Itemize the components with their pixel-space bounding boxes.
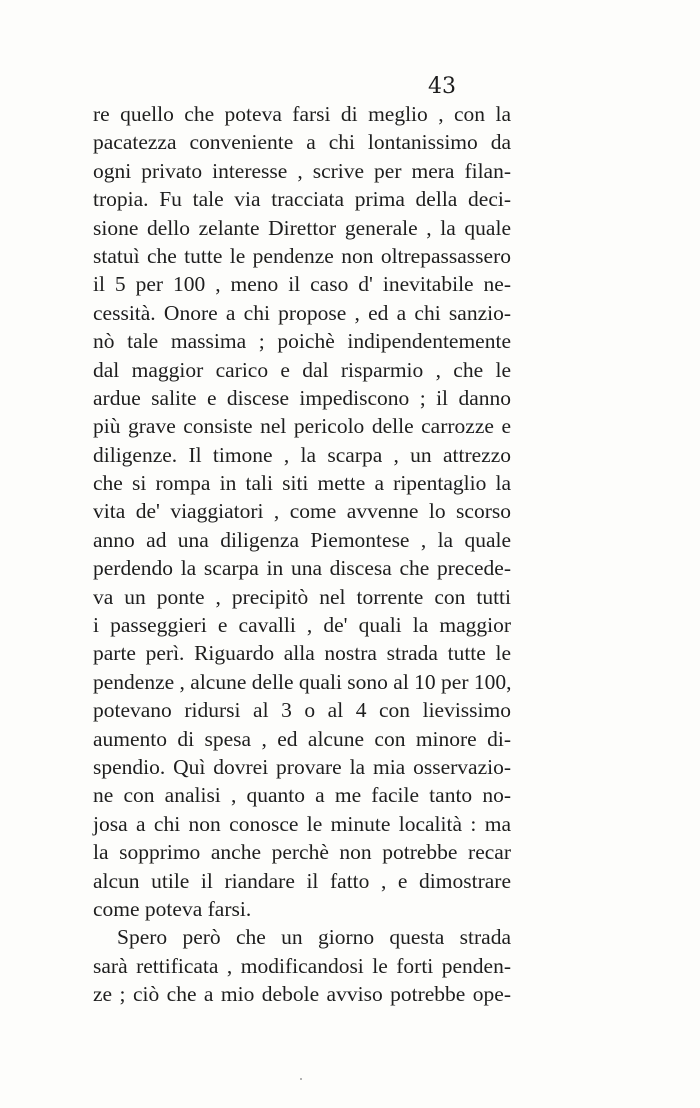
text-line: perdendo la scarpa in una discesa che precede- <box>93 556 511 581</box>
text-line: aumento di spesa , ed alcune con minore di- <box>93 726 511 751</box>
paragraph-end-line: come poteva farsi. <box>93 896 252 921</box>
text-line: potevano ridursi al 3 o al 4 con lievissimo <box>93 698 511 723</box>
text-line: sarà rettificata , modificandosi le forti penden- <box>93 953 511 978</box>
text-line: cessità. Onore a chi propose , ed a chi sanzio- <box>93 300 511 325</box>
text-line: statuì che tutte le pendenze non oltrepassassero <box>93 243 511 268</box>
text-line: sione dello zelante Direttor generale , la quale <box>93 215 511 240</box>
page-number: 43 <box>428 74 456 99</box>
text-line: ze ; ciò che a mio debole avviso potrebbe ope- <box>93 982 511 1007</box>
text-line: ne con analisi , quanto a me facile tanto no- <box>93 783 511 808</box>
text-line: vita de' viaggiatori , come avvenne lo scorso <box>93 499 511 524</box>
text-line: ogni privato interesse , scrive per mera filan- <box>93 158 511 183</box>
text-line: diligenze. Il timone , la scarpa , un attrezzo <box>93 442 511 467</box>
text-line: parte perì. Riguardo alla nostra strada tutte le <box>93 641 511 666</box>
text-line: alcun utile il riandare il fatto , e dimostrare <box>93 868 511 893</box>
text-line: i passeggieri e cavalli , de' quali la maggior <box>93 613 511 638</box>
text-line: pendenze , alcune delle quali sono al 10 per 100, <box>93 669 512 694</box>
text-line: più grave consiste nel pericolo delle carrozze e <box>93 414 511 439</box>
text-line: dal maggior carico e dal risparmio , che le <box>93 357 511 382</box>
text-line: nò tale massima ; poichè indipendentemente <box>93 329 511 354</box>
text-line: tropia. Fu tale via tracciata prima della deci- <box>93 187 511 212</box>
text-line: il 5 per 100 , meno il caso d' inevitabile ne- <box>93 272 511 297</box>
text-line: josa a chi non conosce le minute località : ma <box>93 811 511 836</box>
text-line: spendio. Quì dovrei provare la mia osservazio- <box>93 754 511 779</box>
text-line: pacatezza conveniente a chi lontanissimo da <box>93 130 511 155</box>
text-line: re quello che poteva farsi di meglio , con la <box>93 102 511 126</box>
text-line: anno ad una diligenza Piemontese , la quale <box>93 527 511 552</box>
text-line: che si rompa in tali siti mette a ripentaglio la <box>93 471 511 496</box>
paragraph-start-line: Spero però che un giorno questa strada <box>117 925 511 950</box>
body-text <box>93 100 511 1009</box>
text-line: la sopprimo anche perchè non potrebbe recar <box>93 840 511 865</box>
text-line: va un ponte , precipitò nel torrente con tutti <box>93 584 511 609</box>
paper-speck <box>300 1078 302 1080</box>
text-line: ardue salite e discese impediscono ; il danno <box>93 385 511 410</box>
